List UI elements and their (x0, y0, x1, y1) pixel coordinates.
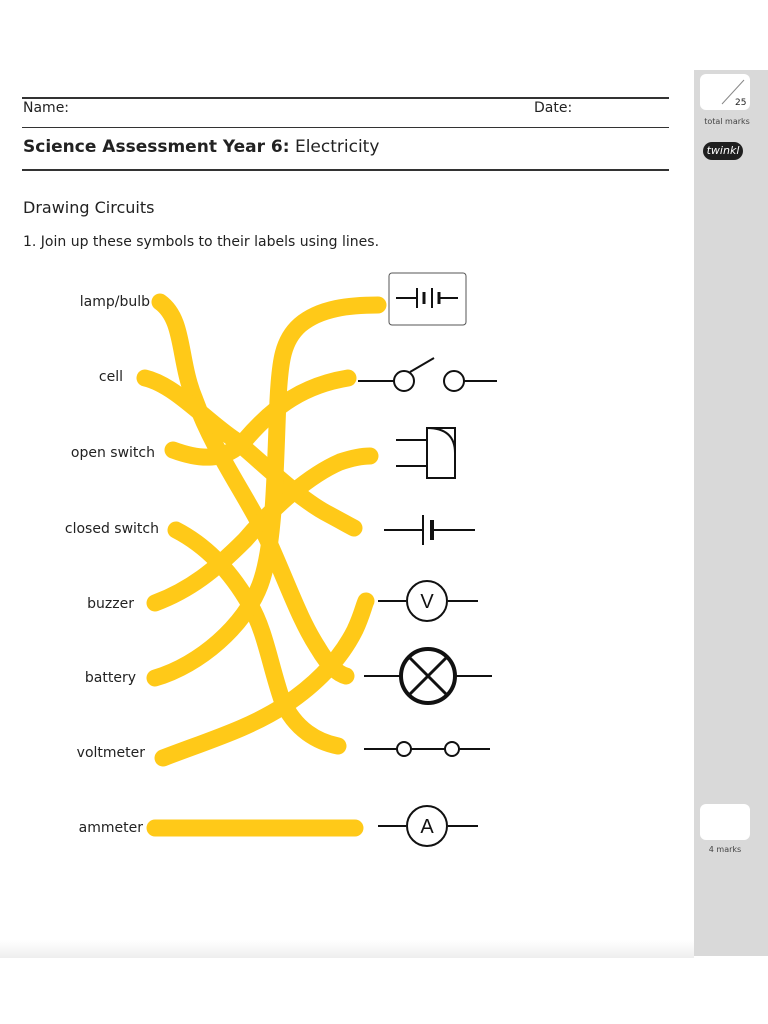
name-label: Name: (23, 100, 70, 116)
label-ammeter: ammeter (78, 820, 143, 836)
question-text: 1. Join up these symbols to their labels using lines. (23, 234, 380, 250)
ammeter-letter: A (420, 816, 434, 838)
label-lamp-bulb: lamp/bulb (79, 294, 150, 310)
page-title-subject: Electricity (289, 137, 380, 157)
date-label: Date: (534, 100, 573, 116)
page-bottom-shadow (0, 940, 694, 958)
label-voltmeter: voltmeter (76, 745, 145, 761)
page-title-bold: Science Assessment Year 6: (23, 137, 290, 157)
label-battery: battery (84, 670, 136, 686)
section-heading: Drawing Circuits (23, 198, 155, 217)
question-marks-label: 4 marks (708, 845, 742, 854)
voltmeter-letter: V (420, 591, 434, 613)
label-buzzer: buzzer (87, 596, 134, 612)
twinkl-logo: twinkl (703, 142, 743, 160)
label-open-switch: open switch (70, 445, 155, 461)
total-marks-value: 25 (735, 98, 747, 108)
total-marks-label: total marks (704, 117, 750, 126)
label-closed-switch: closed switch (64, 521, 159, 537)
label-cell: cell (98, 369, 123, 385)
